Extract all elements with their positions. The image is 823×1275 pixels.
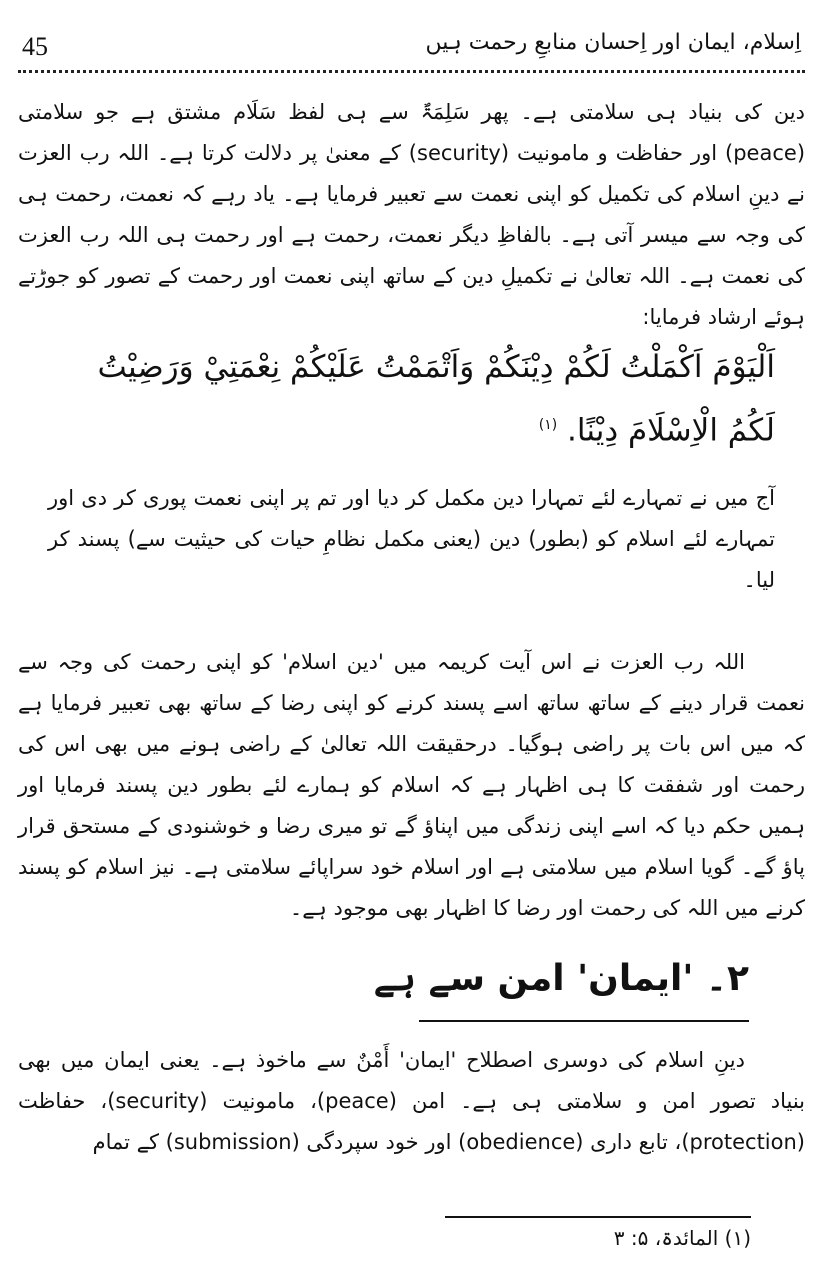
section-paragraph: دینِ اسلام کی دوسری اصطلاح 'ایمان' أَمْنٌ سے ماخوذ ہے۔ یعنی ایمان میں بھی بنیاد تصور امن و سلامتی ہی ہے۔ امن (peace)، مامونیت (security)، حفاظت (protection)، تابع داری (obedience) اور خود سپردگی (submission) کے تمام (18, 1048, 806, 1154)
footnote-reference: (۱) المائدۃ، ۵: ۳ (613, 1226, 751, 1250)
verse-translation: آج میں نے تمہارے لئے تمہارا دین مکمل کر دیا اور تم پر اپنی نعمت پوری کر دی اور تمہارے لئے اسلام کو (بطور) دین (یعنی مکمل نظامِ حیات کی حیثیت سے) پسند کر لیا۔ (48, 486, 775, 592)
heading-underline (419, 1020, 749, 1022)
footnote-divider (445, 1216, 751, 1218)
intro-paragraph: دین کی بنیاد ہی سلامتی ہے۔ پھر سَلِمَۃٌ سے ہی لفظ سَلَام مشتق ہے جو سلامتی (peace) اور حفاظت و مامونیت (security) کے معنیٰ پر دلالت کرتا ہے۔ اللہ رب العزت نے دینِ اسلام کی تکمیل کو اپنی نعمت سے تعبیر فرمایا ہے۔ یاد رہے کہ نعمت، رحمت ہی کی وجہ سے میسر آتی ہے۔ بالفاظِ دیگر نعمت، رحمت ہے اور رحمت ہی اللہ رب العزت کی نعمت ہے۔ اللہ تعالیٰ نے تکمیلِ دین کے ساتھ اپنی نعمت اور رحمت کے تصور کو جوڑتے ہوئے ارشاد فرمایا: (18, 100, 806, 329)
quran-verse-text: اَلْيَوْمَ اَكْمَلْتُ لَكُمْ دِيْنَكُمْ وَاَتْمَمْتُ عَلَيْكُمْ نِعْمَتِيْ وَرَضِيْتُ لَكُمُ الْاِسْلَامَ دِيْنًا. (97, 349, 775, 449)
page-number: 45 (22, 32, 48, 61)
running-title: اِسلام، ایمان اور اِحسان منابعِ رحمت ہیں (425, 30, 801, 55)
quran-verse (48, 338, 775, 459)
commentary-paragraph: اللہ رب العزت نے اس آیت کریمہ میں 'دین اسلام' کو اپنی رحمت کی وجہ سے نعمت قرار دینے کے ساتھ ساتھ اسے پسند کرنے کو اپنی رضا کے ساتھ بھی تعبیر فرمایا ہے کہ میں اس بات پر راضی ہوگیا۔ درحقیقت اللہ تعالیٰ کے راضی ہونے میں بھی اس کی رحمت اور شفقت کا ہی اظہار ہے کہ اسلام کو ہمارے لئے بطور دین پسند فرمایا اور ہمیں حکم دیا کہ اسے اپنی زندگی میں اپناؤ گے تو میری رضا و خوشنودی کے مستحق قرار پاؤ گے۔ گویا اسلام میں سلامتی ہے اور اسلام خود سراپائے سلامتی ہے۔ نیز اسلام کو پسند کرنے میں اللہ کی رحمت اور رضا کا اظہار بھی موجود ہے۔ (18, 650, 805, 920)
page-header (18, 28, 805, 68)
header-divider (18, 70, 805, 73)
footnote-marker: (۱) (538, 417, 558, 433)
section-heading: ۲۔ 'ایمان' امن سے ہے (373, 958, 749, 999)
